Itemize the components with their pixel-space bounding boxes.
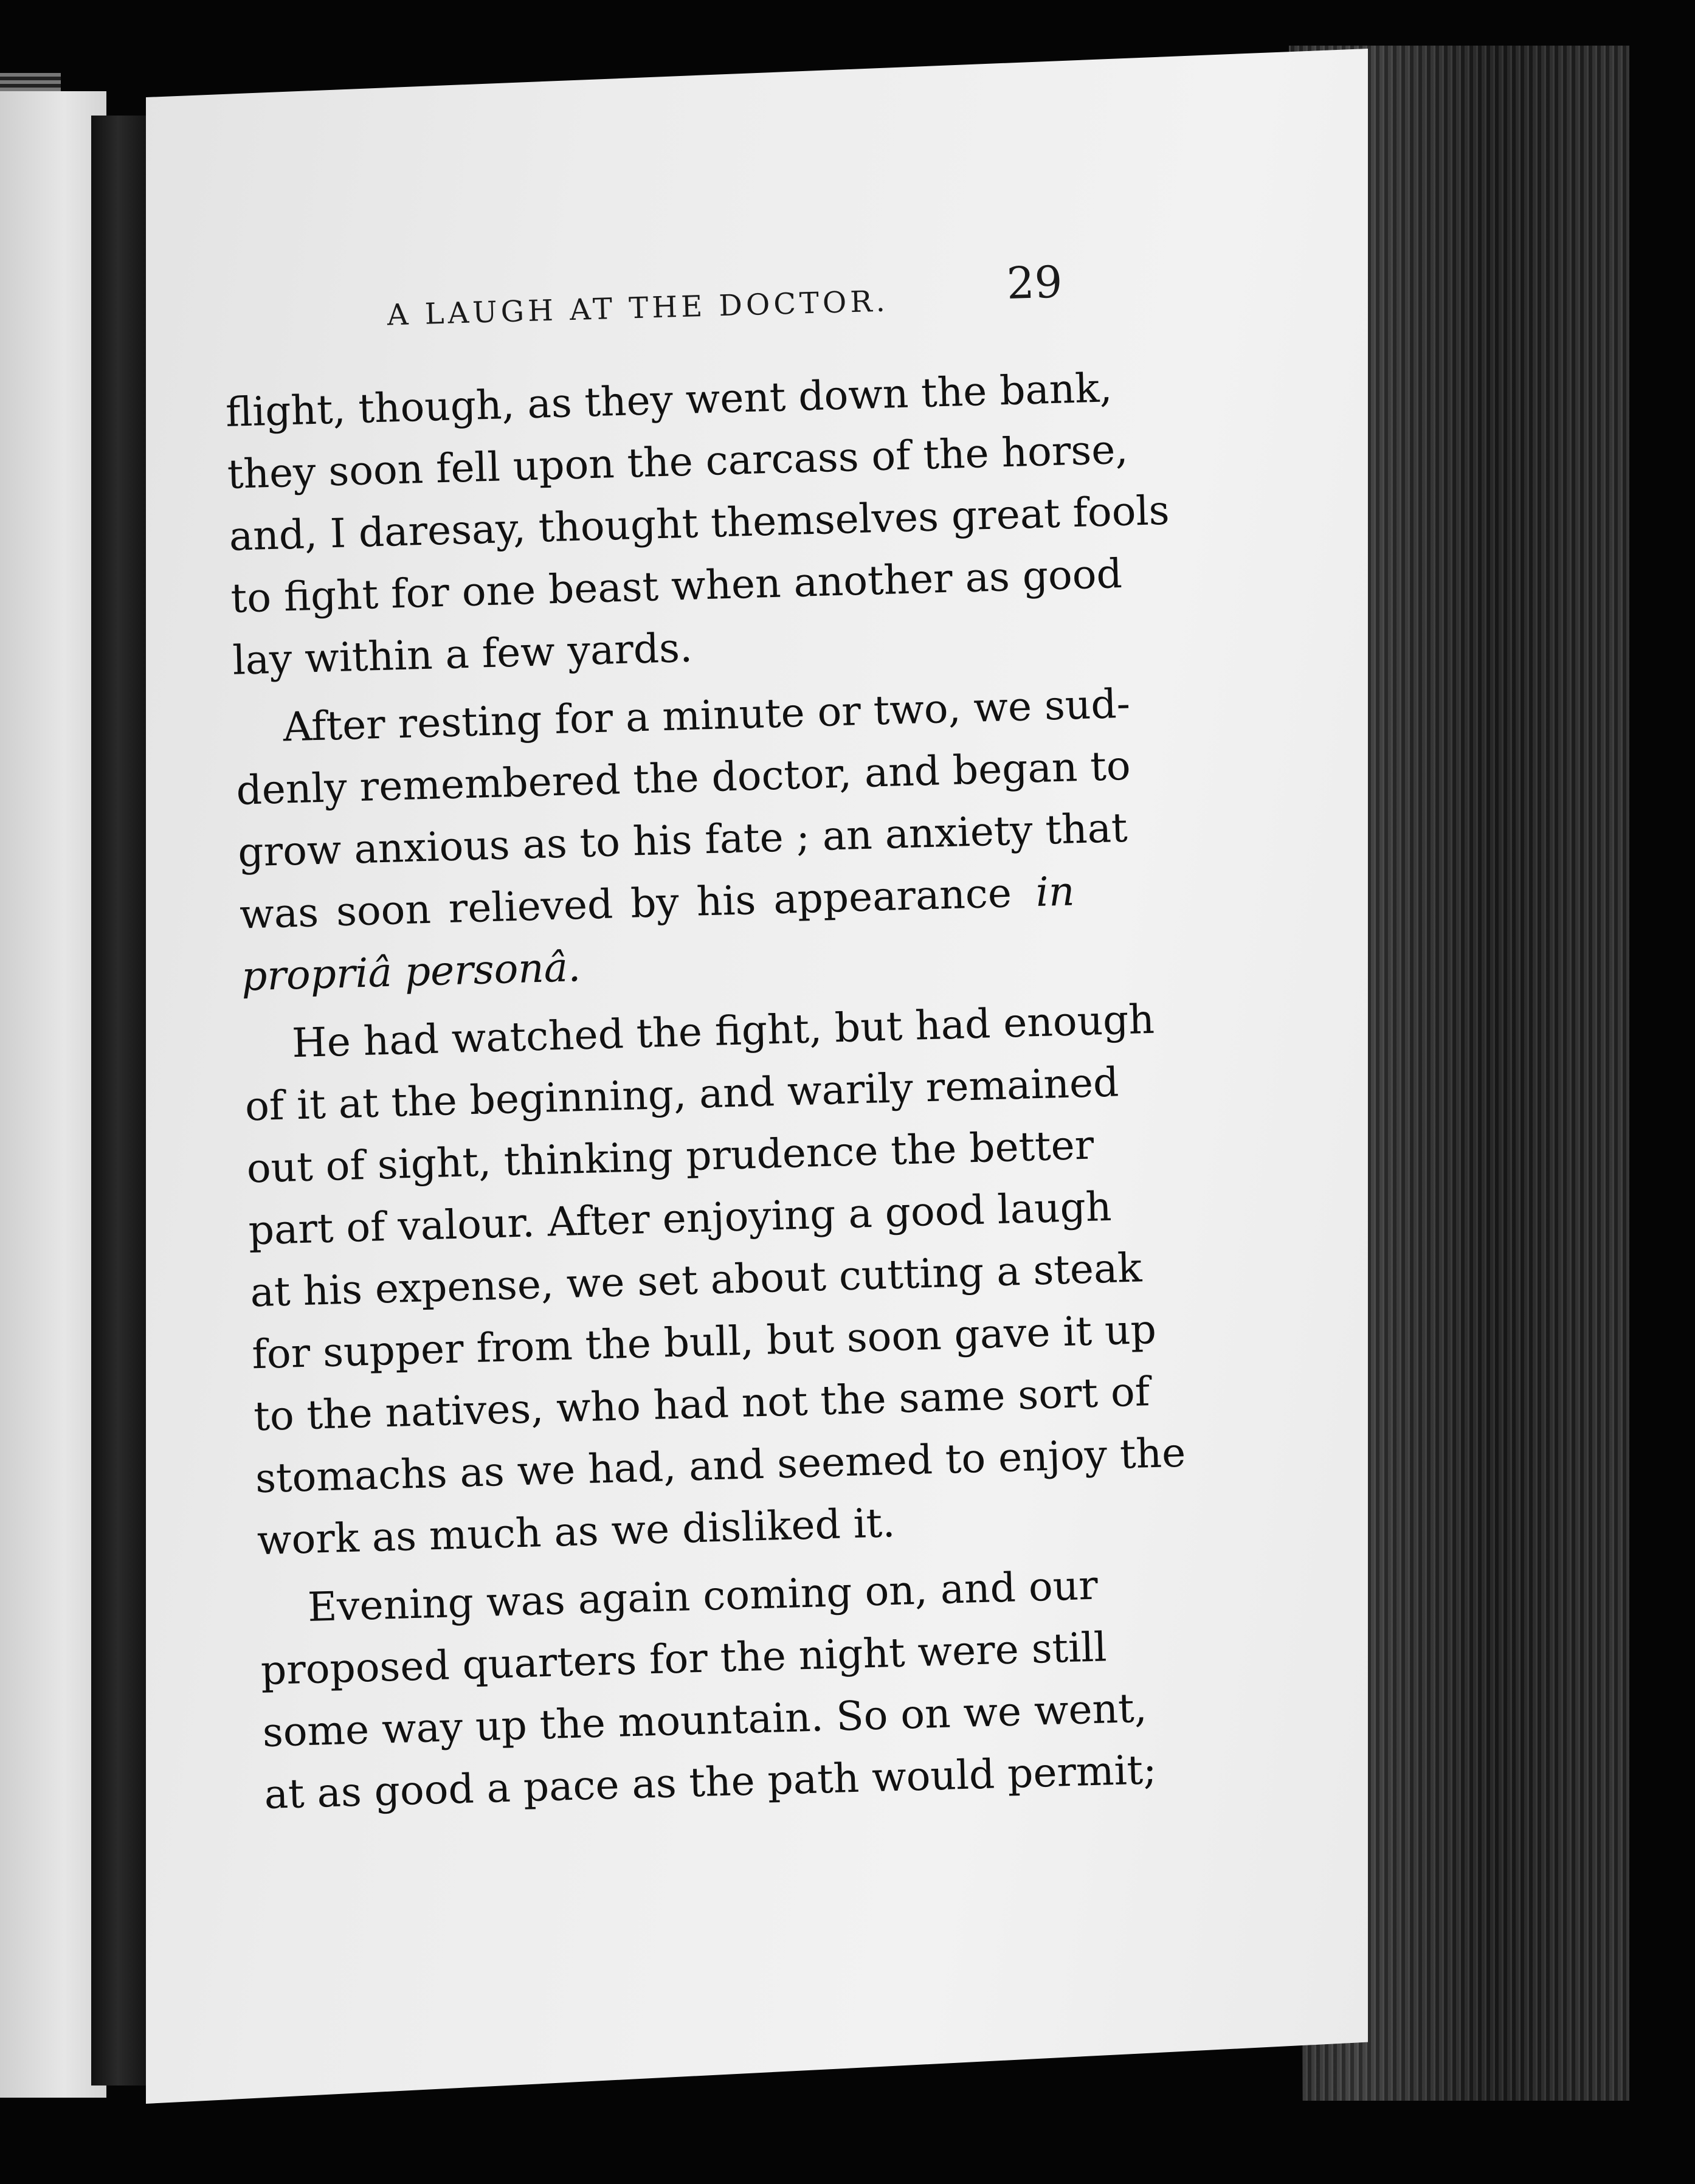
text-line: they soon fell upon the carcass of the horse, xyxy=(226,426,1129,498)
text-line: at as good a pace as the path would permit; xyxy=(263,1746,1158,1819)
text-line: He had watched the fight, but had enough xyxy=(291,995,1155,1067)
text-line: to the natives, who had not the same sort of xyxy=(253,1368,1151,1440)
text-line: denly remembered the doctor, and began to xyxy=(235,742,1131,814)
italic-line: propriâ personâ. xyxy=(241,944,582,1000)
text-line: lay within a few yards. xyxy=(232,624,693,684)
page-number: 29 xyxy=(1006,256,1063,309)
text-line: and, I daresay, thought themselves great fools xyxy=(228,486,1170,560)
text-line: part of valour. After enjoying a good laugh xyxy=(247,1183,1113,1254)
text-line: of it at the beginning, and warily remained xyxy=(244,1059,1120,1130)
text-line: flight, though, as they went down the bank, xyxy=(225,364,1113,436)
text-line: work as much as we disliked it. xyxy=(256,1499,896,1564)
text-line: was soon relieved by his appearance xyxy=(239,869,1012,938)
running-head: A LAUGH AT THE DOCTOR. xyxy=(387,284,889,333)
text-line: After resting for a minute or two, we sud- xyxy=(282,680,1131,751)
italic-word: in xyxy=(1035,868,1075,916)
text-line: to fight for one beast when another as good xyxy=(230,550,1123,622)
text-line: grow anxious as to his fate ; an anxiety that xyxy=(237,804,1128,876)
text-line: Evening was again coming on, and our xyxy=(307,1561,1099,1631)
text-line: some way up the mountain. So on we went, xyxy=(261,1684,1148,1757)
text-line: proposed quarters for the night were still xyxy=(260,1623,1108,1695)
text-line: out of sight, thinking prudence the better xyxy=(246,1121,1095,1192)
text-line: at his expense, we set about cutting a steak xyxy=(249,1244,1143,1316)
text-line: for supper from the bull, but soon gave it up xyxy=(251,1305,1157,1378)
text-line: stomachs as we had, and seemed to enjoy the xyxy=(255,1429,1187,1502)
